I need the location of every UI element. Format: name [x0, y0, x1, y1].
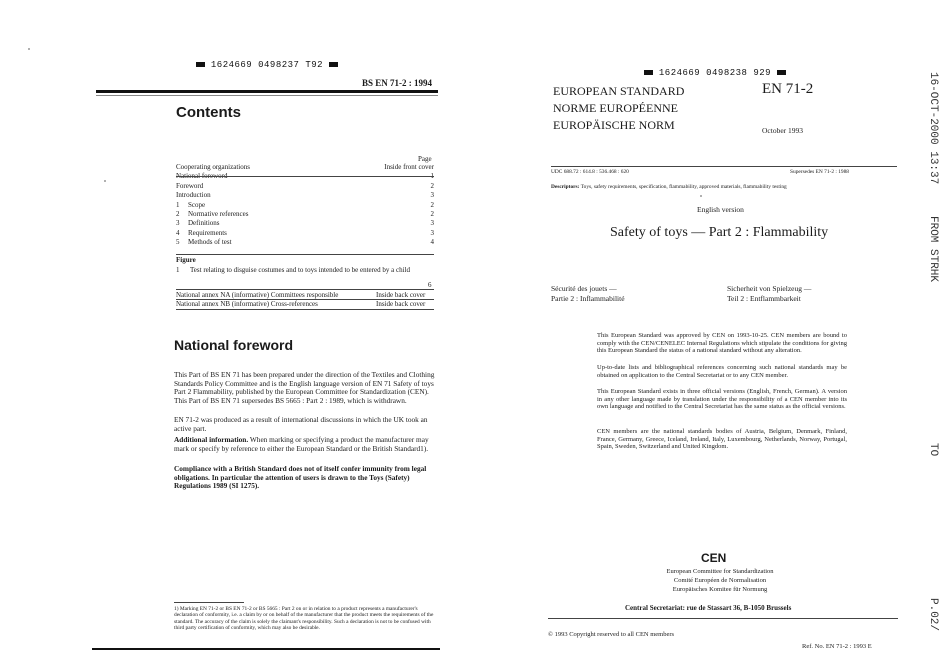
- cen-name-fr: Comité Européen de Normalisation: [673, 577, 767, 584]
- annex-na-page: Inside back cover: [376, 291, 426, 299]
- nf-para-4: Compliance with a British Standard does not of itself confer immunity from legal obligations. In particular the attention of users is drawn to the Toys (Safety) Regulations 1989 (SI 1275).: [174, 464, 427, 491]
- fax-page: P.02/: [927, 598, 939, 632]
- toc-entry-number: 1: [176, 200, 180, 209]
- toc-entry-page: Inside front cover: [384, 163, 434, 171]
- annex-nb: National annex NB (informative) Cross-references: [176, 300, 318, 308]
- ref-number: Ref. No. EN 71-2 : 1993 E: [802, 643, 872, 650]
- title-fr: [551, 284, 625, 304]
- toc-entry-number: 5: [176, 238, 180, 247]
- scan-speck: [28, 48, 30, 50]
- figure-num: 1: [176, 266, 180, 274]
- footnote-rule: [174, 602, 244, 603]
- cen-names: [620, 567, 820, 594]
- nf-para-3-label: Additional information.: [174, 435, 249, 444]
- descriptors: [551, 184, 897, 190]
- udc: UDC 688.72 : 614.8 : 536.468 : 620: [551, 169, 629, 175]
- cen-logo-text: CEN: [701, 551, 727, 565]
- title-de-line-1: Sicherheit von Spielzeug —: [727, 284, 812, 293]
- toc-entry-title: Definitions: [188, 219, 220, 228]
- figure-text: Test relating to disguise costumes and to toys intended to be entered by a child: [190, 266, 410, 274]
- cen-name-de: Europäisches Komitee für Normung: [672, 586, 768, 593]
- fax-to: TO: [927, 443, 939, 457]
- std-names: [553, 83, 684, 134]
- cen-name-en: European Committee for Standardization: [666, 568, 774, 575]
- toc-entry-page: 2: [430, 181, 434, 190]
- title-fr-line-1: Sécurité des jouets —: [551, 284, 617, 293]
- nf-para-1: This Part of BS EN 71 has been prepared under the direction of the Textiles and Clothing Standards Policy Committee and is the English language version of EN 71 Safety of toys Part 2 Flammability, published by the European Committee for Standardization (CEN). This Part of BS EN 71 supersedes BS 5665 : Part 2 : 1989, which is withdrawn.: [174, 370, 435, 405]
- toc-entry-number: 4: [176, 228, 180, 237]
- footnote: 1) Marking EN 71-2 or BS EN 71-2 or BS 5665 : Part 2 on or in relation to a product represents a manufacturer's declaration of conformity, i.e. a claim by or on behalf of the manufacturer that the product meets the requirements of the standard. The accuracy of the claim is solely the claimant's responsibility. Such a declaration is not to be confused with third party certification of conformity, which may also be desirable.: [174, 606, 434, 632]
- contents-title: Contents: [176, 104, 241, 121]
- toc-entry-number: 3: [176, 219, 180, 228]
- toc-entry: [176, 182, 434, 190]
- toc-entry-page: 3: [430, 228, 434, 237]
- toc-entry-page: 2: [430, 210, 434, 218]
- english-version: English version: [697, 205, 744, 214]
- updates-para: Up-to-date lists and bibliographical references concerning such national standards may be obtained on application to the Central Secretariat or to any CEN member.: [597, 364, 847, 379]
- toc-entry-page: 4: [430, 238, 434, 247]
- descriptors-text: Toys, safety requirements, specification, flammability, approved materials, flammability testing: [580, 184, 787, 190]
- figure-page: 6: [428, 281, 432, 289]
- toc-entry-title: Methods of test: [188, 238, 232, 247]
- standard-title: Safety of toys — Part 2 : Flammability: [610, 225, 829, 240]
- toc-page-col: Page: [418, 155, 432, 163]
- udc-rule: [551, 166, 897, 167]
- std-line-de: EUROPÄISCHE NORM: [553, 118, 675, 132]
- toc-entry: [176, 238, 434, 246]
- toc-entry: [176, 210, 434, 218]
- copyright-rule: [548, 618, 898, 619]
- title-de-line-2: Teil 2 : Entflammbarkeit: [727, 294, 801, 303]
- toc-entry: [176, 229, 434, 237]
- scan-speck: [104, 180, 106, 182]
- toc-entry-title: Normative references: [188, 210, 249, 218]
- nf-para-3-text: When marking or specifying a product the manufacturer may mark or specify by reference to either the European Standard or the British Standard1).: [174, 435, 429, 453]
- header-ref: BS EN 71-2 : 1994: [362, 78, 433, 88]
- central-secretariat: Central Secretariat: rue de Stassart 36, B-1050 Brussels: [625, 604, 792, 612]
- barcode-right: 1624669 0498238 929: [644, 68, 786, 78]
- toc-entry-page: 2: [430, 200, 434, 209]
- std-line-fr: NORME EUROPÉENNE: [553, 101, 678, 115]
- en-number: EN 71-2: [762, 81, 814, 97]
- toc-entry-page: 3: [430, 191, 434, 200]
- title-de: [727, 284, 811, 304]
- fax-from: FROM STRHK: [927, 216, 939, 283]
- national-foreword-title: National foreword: [174, 337, 294, 353]
- toc-rule-3: [176, 289, 434, 290]
- header-rule: [96, 90, 438, 93]
- toc-entry-title: Foreword: [176, 181, 204, 190]
- fax-datetime: 16-OCT-2000 13:37: [927, 72, 939, 185]
- versions-para: This European Standard exists in three official versions (English, French, German). A version in any other language made by translation under the responsibility of a CEN member into its own language and notified to the Central Secretariat has the same status as the official versions.: [597, 388, 847, 411]
- barcode-left: 1624669 0498237 T92: [196, 60, 338, 70]
- publication-date: October 1993: [762, 126, 804, 135]
- scan-speck: [700, 195, 702, 197]
- std-line-en: EUROPEAN STANDARD: [553, 84, 685, 98]
- toc-entry: [176, 201, 434, 209]
- members-para: CEN members are the national standards bodies of Austria, Belgium, Denmark, Finland, France, Germany, Greece, Iceland, Ireland, Italy, Luxembourg, Netherlands, Norway, Portugal, Spain, Sweden, Switzerland and United Kingdom.: [597, 428, 847, 451]
- toc-entry: [176, 191, 434, 199]
- toc-entry-title: Requirements: [188, 228, 227, 237]
- descriptors-label: Descriptors:: [551, 184, 580, 190]
- toc-rule-2: [176, 254, 434, 255]
- toc-rule-1: [176, 176, 434, 177]
- toc-entry-title: Introduction: [176, 191, 211, 200]
- toc-entry-number: 2: [176, 210, 180, 218]
- nf-para-2: EN 71-2 was produced as a result of international discussions in which the UK took an active part.: [174, 415, 428, 433]
- annex-na: National annex NA (informative) Committees responsible: [176, 291, 339, 299]
- copyright: © 1993 Copyright reserved to all CEN members: [548, 631, 675, 638]
- toc-entry-page: 3: [430, 219, 434, 228]
- toc-entry-title: Cooperating organizations: [176, 163, 250, 171]
- toc-entry: [176, 163, 434, 171]
- title-fr-line-2: Partie 2 : Inflammabilité: [551, 294, 625, 303]
- approval-para: This European Standard was approved by CEN on 1993-10-25. CEN members are bound to comply with the CEN/CENELEC Internal Regulations which stipulate the conditions for giving this European Standard the status of a national standard without any alteration.: [597, 332, 847, 355]
- toc-rule-5: [176, 309, 434, 310]
- toc-entry-title: Scope: [188, 200, 206, 209]
- left-bottom-rule: [92, 648, 440, 650]
- nf-para-3: [174, 436, 436, 453]
- annex-nb-page: Inside back cover: [376, 300, 426, 308]
- header-rule-sub: [96, 95, 438, 96]
- figure-heading: Figure: [176, 256, 196, 264]
- toc-entry: [176, 219, 434, 227]
- supersedes: Supersedes EN 71-2 : 1988: [790, 169, 849, 175]
